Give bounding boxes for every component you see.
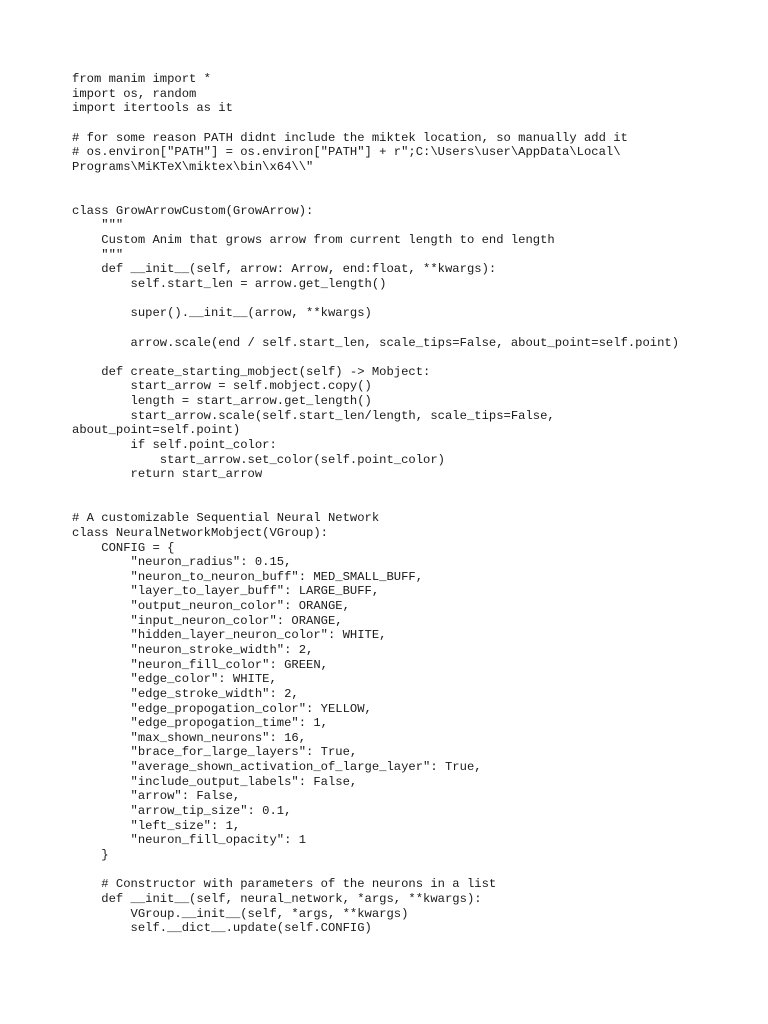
code-block — [72, 72, 732, 936]
code-line: # A customizable Sequential Neural Network — [72, 511, 380, 526]
code-line: self.__dict__.update(self.CONFIG) — [72, 921, 372, 936]
code-line: length = start_arrow.get_length() — [72, 394, 372, 409]
code-line: """ — [72, 218, 124, 233]
code-line: Custom Anim that grows arrow from current length to end length — [72, 233, 555, 248]
code-line — [72, 321, 732, 336]
code-line: def __init__(self, neural_network, *args, **kwargs): — [72, 891, 482, 906]
code-line: Programs\MiKTeX\miktex\bin\x64\\" — [72, 159, 314, 174]
code-line: if self.point_color: — [72, 438, 277, 453]
code-line: "neuron_fill_color": GREEN, — [72, 657, 328, 672]
code-line: import itertools as it — [72, 101, 233, 116]
code-line: "neuron_radius": 0.15, — [72, 555, 292, 570]
code-line: VGroup.__init__(self, *args, **kwargs) — [72, 906, 409, 921]
code-line: from manim import * — [72, 72, 211, 86]
code-line: start_arrow.scale(self.start_len/length, scale_tips=False, — [72, 408, 555, 423]
code-line: start_arrow = self.mobject.copy() — [72, 379, 372, 394]
code-line: def create_starting_mobject(self) -> Mobject: — [72, 364, 431, 379]
code-line: "left_size": 1, — [72, 818, 241, 833]
code-line: # for some reason PATH didnt include the miktek location, so manually add it — [72, 130, 628, 145]
code-line: "layer_to_layer_buff": LARGE_BUFF, — [72, 584, 380, 599]
code-line: "edge_color": WHITE, — [72, 672, 277, 687]
code-line: return start_arrow — [72, 467, 263, 482]
code-line: about_point=self.point) — [72, 423, 241, 438]
code-line: "include_output_labels": False, — [72, 774, 358, 789]
code-line — [72, 350, 732, 365]
code-line: self.start_len = arrow.get_length() — [72, 276, 387, 291]
code-line: start_arrow.set_color(self.point_color) — [72, 452, 445, 467]
code-line: arrow.scale(end / self.start_len, scale_tips=False, about_point=self.point) — [72, 335, 680, 350]
code-line — [72, 863, 732, 878]
code-line: "edge_propogation_time": 1, — [72, 716, 328, 731]
code-line — [72, 482, 732, 497]
code-line: "neuron_stroke_width": 2, — [72, 642, 314, 657]
code-line: "neuron_to_neuron_buff": MED_SMALL_BUFF, — [72, 569, 424, 584]
code-line: "neuron_fill_opacity": 1 — [72, 833, 307, 848]
code-line: "arrow": False, — [72, 789, 241, 804]
code-line: "average_shown_activation_of_large_layer": True, — [72, 760, 482, 775]
code-line: } — [72, 847, 109, 862]
code-line: CONFIG = { — [72, 540, 175, 555]
code-line: "arrow_tip_size": 0.1, — [72, 804, 292, 819]
code-line — [72, 116, 732, 131]
code-line: class NeuralNetworkMobject(VGroup): — [72, 525, 328, 540]
code-line: # os.environ["PATH"] = os.environ["PATH"] + r";C:\Users\user\AppData\Local\ — [72, 145, 621, 160]
code-line — [72, 174, 732, 189]
code-line — [72, 292, 732, 307]
code-line: "input_neuron_color": ORANGE, — [72, 613, 343, 628]
code-line: class GrowArrowCustom(GrowArrow): — [72, 203, 314, 218]
code-line: "max_shown_neurons": 16, — [72, 730, 307, 745]
code-line: "edge_stroke_width": 2, — [72, 686, 299, 701]
code-line: # Constructor with parameters of the neurons in a list — [72, 877, 497, 892]
code-line — [72, 497, 732, 512]
code-line: "hidden_layer_neuron_color": WHITE, — [72, 628, 387, 643]
code-line: "output_neuron_color": ORANGE, — [72, 599, 350, 614]
code-line: "brace_for_large_layers": True, — [72, 745, 358, 760]
code-line — [72, 189, 732, 204]
code-line: "edge_propogation_color": YELLOW, — [72, 701, 372, 716]
code-line: super().__init__(arrow, **kwargs) — [72, 306, 372, 321]
code-line: def __init__(self, arrow: Arrow, end:float, **kwargs): — [72, 262, 497, 277]
code-line: """ — [72, 247, 124, 262]
code-line: import os, random — [72, 86, 197, 101]
